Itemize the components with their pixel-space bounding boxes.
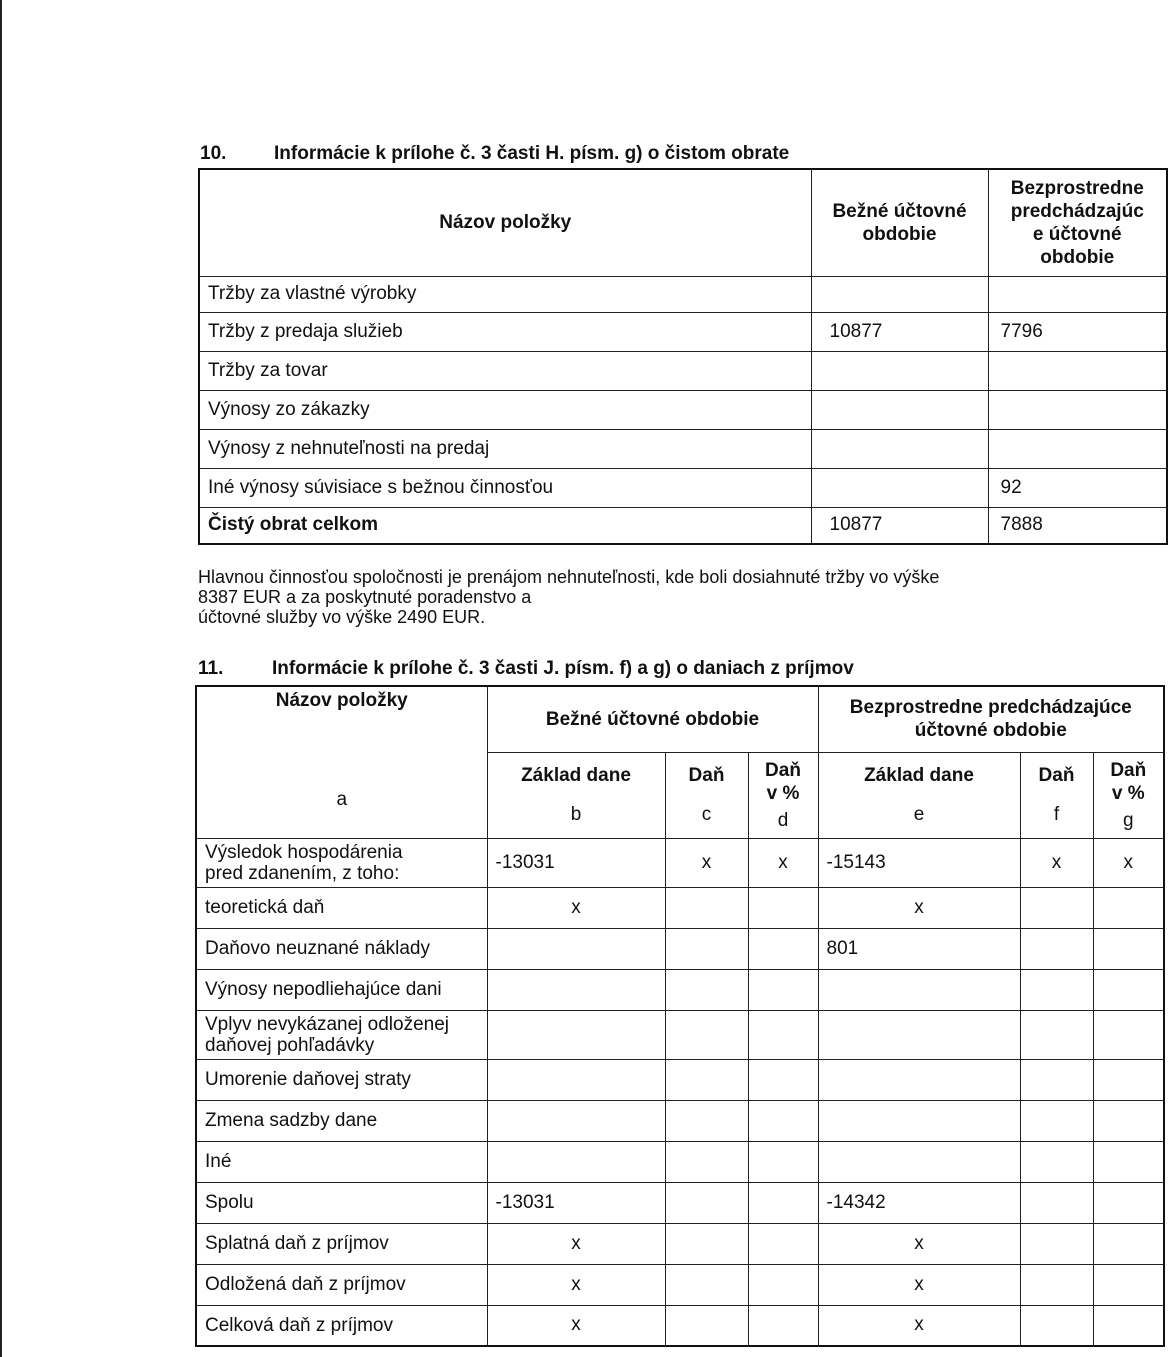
tax-cell-b <box>487 1010 665 1059</box>
tax-cell-d <box>748 1059 818 1100</box>
tax-cell-c <box>665 969 748 1010</box>
tax-row <box>196 1059 1164 1100</box>
tax-row <box>196 1010 1164 1059</box>
tax-header-previous <box>818 686 1164 752</box>
page-left-edge <box>0 0 2 1357</box>
tax-row <box>196 1264 1164 1305</box>
tax-cell-f <box>1020 969 1093 1010</box>
tax-cell-b <box>487 928 665 969</box>
turnover-row <box>199 351 1167 390</box>
tax-cell-c <box>665 928 748 969</box>
row-previous <box>988 390 1167 429</box>
tax-cell-f <box>1020 1223 1093 1264</box>
note-line: 8387 EUR a za poskytnuté poradenstvo a <box>198 587 532 607</box>
tax-header-current: Bežné účtovné obdobie <box>487 686 818 752</box>
row-current <box>811 429 988 468</box>
header-item-name: Názov položky <box>199 169 811 276</box>
tax-row-label-line: Splatná daň z príjmov <box>205 1233 389 1254</box>
tax-row-label-line: Výnosy nepodliehajúce dani <box>205 979 442 1000</box>
tax-cell-d <box>748 1100 818 1141</box>
tax-cell-g: x <box>1093 838 1164 887</box>
tax-row-label <box>196 1141 487 1182</box>
tax-header-previous-line: účtovné obdobie <box>914 720 1067 742</box>
header-previous-line: Bezprostredne <box>1010 177 1144 199</box>
row-previous <box>988 276 1167 312</box>
tax-cell-c: x <box>665 838 748 887</box>
tax-cell-b: -13031 <box>487 838 665 887</box>
header-taxpct-line: v % <box>1111 782 1145 804</box>
tax-row-label <box>196 1010 487 1059</box>
tax-cell-e <box>818 969 1020 1010</box>
tax-row-label-line: Umorenie daňovej straty <box>205 1069 411 1090</box>
tax-cell-c <box>665 1100 748 1141</box>
tax-cell-e: -15143 <box>818 838 1020 887</box>
tax-cell-f <box>1020 1010 1093 1059</box>
tax-row <box>196 1305 1164 1346</box>
turnover-row <box>199 312 1167 351</box>
tax-cell-g <box>1093 1141 1164 1182</box>
tax-cell-g <box>1093 1059 1164 1100</box>
tax-cell-f: x <box>1020 838 1093 887</box>
section-10-title <box>200 143 789 165</box>
total-previous: 7888 <box>988 507 1167 544</box>
tax-cell-f <box>1020 1100 1093 1141</box>
tax-header-previous-line: Bezprostredne predchádzajúce <box>849 697 1132 719</box>
row-current <box>811 276 988 312</box>
tax-row-label-line: Zmena sadzby dane <box>205 1110 378 1131</box>
tax-cell-b <box>487 1100 665 1141</box>
row-current <box>811 351 988 390</box>
tax-cell-e: x <box>818 887 1020 928</box>
tax-cell-b: x <box>487 1305 665 1346</box>
tax-header-item-label: Názov položky <box>275 690 408 711</box>
section-10-title-text: Informácie k prílohe č. 3 časti H. písm. g) o čistom obrate <box>274 143 790 164</box>
header-tax-label: Daň <box>688 765 725 786</box>
tax-row-label <box>196 838 487 887</box>
header-previous-line: obdobie <box>1040 246 1115 268</box>
tax-cell-c <box>665 887 748 928</box>
row-previous: 92 <box>988 468 1167 507</box>
header-tax-current <box>665 752 748 838</box>
column-letter-d: d <box>777 809 789 831</box>
tax-cell-d <box>748 887 818 928</box>
tax-cell-f <box>1020 1305 1093 1346</box>
header-tax-label: Daň <box>1038 765 1075 786</box>
header-base-label: Základ dane <box>521 765 631 786</box>
row-label: Tržby za vlastné výrobky <box>199 276 811 312</box>
activity-note <box>198 567 939 627</box>
turnover-row <box>199 429 1167 468</box>
total-label: Čistý obrat celkom <box>199 507 811 544</box>
tax-row-label-line: teoretická daň <box>205 897 325 918</box>
row-previous <box>988 429 1167 468</box>
tax-row-label <box>196 1059 487 1100</box>
tax-cell-d: x <box>748 838 818 887</box>
header-taxpct-previous <box>1093 752 1164 838</box>
section-10-number: 10. <box>200 143 227 164</box>
tax-row-label <box>196 1264 487 1305</box>
header-current-period: Bežné účtovné obdobie <box>811 169 988 276</box>
tax-row-label <box>196 1100 487 1141</box>
tax-row-label-line: daňovej pohľadávky <box>205 1034 375 1056</box>
tax-cell-c <box>665 1059 748 1100</box>
header-tax-previous <box>1020 752 1093 838</box>
tax-row-label-line: Vplyv nevykázanej odloženej <box>205 1013 449 1035</box>
column-letter-a: a <box>336 789 348 810</box>
income-tax-table <box>195 685 1165 1347</box>
tax-cell-b <box>487 1059 665 1100</box>
tax-row <box>196 1100 1164 1141</box>
column-letter-c: c <box>701 804 712 825</box>
tax-cell-b: x <box>487 1264 665 1305</box>
tax-cell-c <box>665 1182 748 1223</box>
tax-row-label <box>196 1182 487 1223</box>
tax-cell-e <box>818 1141 1020 1182</box>
tax-cell-d <box>748 1182 818 1223</box>
header-taxpct-current <box>748 752 818 838</box>
row-current <box>811 390 988 429</box>
tax-cell-g <box>1093 1264 1164 1305</box>
tax-cell-e: x <box>818 1264 1020 1305</box>
tax-row <box>196 1223 1164 1264</box>
tax-cell-b <box>487 1141 665 1182</box>
row-current <box>811 468 988 507</box>
tax-cell-f <box>1020 887 1093 928</box>
header-base-previous <box>818 752 1020 838</box>
row-label: Výnosy z nehnuteľnosti na predaj <box>199 429 811 468</box>
tax-row <box>196 838 1164 887</box>
turnover-row <box>199 468 1167 507</box>
tax-cell-c <box>665 1305 748 1346</box>
tax-cell-d <box>748 969 818 1010</box>
tax-header-item <box>196 686 487 838</box>
header-previous-period <box>988 169 1167 276</box>
tax-row <box>196 1141 1164 1182</box>
tax-cell-b <box>487 969 665 1010</box>
tax-cell-d <box>748 1010 818 1059</box>
tax-cell-g <box>1093 887 1164 928</box>
tax-cell-d <box>748 1305 818 1346</box>
tax-cell-d <box>748 928 818 969</box>
tax-row-label <box>196 1223 487 1264</box>
column-letter-f: f <box>1053 804 1060 825</box>
header-previous-line: e účtovné <box>1032 223 1122 245</box>
tax-cell-f <box>1020 1264 1093 1305</box>
tax-cell-g <box>1093 1305 1164 1346</box>
tax-row-label <box>196 887 487 928</box>
tax-row-label-line: Odložená daň z príjmov <box>205 1274 406 1295</box>
tax-row-label-line: Daňovo neuznané náklady <box>205 938 431 959</box>
total-current: 10877 <box>811 507 988 544</box>
tax-cell-d <box>748 1223 818 1264</box>
tax-row-label <box>196 928 487 969</box>
tax-cell-f <box>1020 1182 1093 1223</box>
tax-row-label-line: Iné <box>205 1151 232 1172</box>
tax-row <box>196 887 1164 928</box>
row-label: Tržby z predaja služieb <box>199 312 811 351</box>
column-letter-b: b <box>570 804 582 825</box>
tax-cell-g <box>1093 1182 1164 1223</box>
tax-cell-b: x <box>487 887 665 928</box>
tax-cell-e: -14342 <box>818 1182 1020 1223</box>
tax-cell-c <box>665 1223 748 1264</box>
tax-cell-e: x <box>818 1305 1020 1346</box>
turnover-total-row <box>199 507 1167 544</box>
tax-cell-e <box>818 1100 1020 1141</box>
tax-row <box>196 928 1164 969</box>
row-current: 10877 <box>811 312 988 351</box>
tax-cell-g <box>1093 1223 1164 1264</box>
turnover-header-row <box>199 169 1167 276</box>
tax-cell-e <box>818 1059 1020 1100</box>
section-11-title <box>198 658 854 680</box>
tax-row <box>196 969 1164 1010</box>
tax-cell-g <box>1093 1100 1164 1141</box>
tax-row-label-line: Celková daň z príjmov <box>205 1314 393 1336</box>
tax-cell-e: x <box>818 1223 1020 1264</box>
header-taxpct-line: Daň <box>765 759 801 781</box>
note-line: Hlavnou činnosťou spoločnosti je prenájom nehnuteľnosti, kde boli dosiahnuté tržby vo výške <box>198 567 940 587</box>
section-11-number: 11. <box>198 658 224 679</box>
tax-cell-f <box>1020 928 1093 969</box>
tax-cell-e <box>818 1010 1020 1059</box>
tax-cell-b: -13031 <box>487 1182 665 1223</box>
section-11-title-text: Informácie k prílohe č. 3 časti J. písm. f) a g) o daniach z príjmov <box>272 658 854 679</box>
tax-cell-c <box>665 1264 748 1305</box>
tax-row-label-line: pred zdanením, z toho: <box>205 862 400 884</box>
tax-cell-e: 801 <box>818 928 1020 969</box>
tax-header-row-1 <box>196 686 1164 752</box>
turnover-row <box>199 390 1167 429</box>
tax-row-label-line: Spolu <box>205 1192 254 1213</box>
tax-cell-f <box>1020 1141 1093 1182</box>
turnover-row <box>199 276 1167 312</box>
row-previous: 7796 <box>988 312 1167 351</box>
row-label: Výnosy zo zákazky <box>199 390 811 429</box>
header-previous-line: predchádzajúc <box>1010 200 1144 222</box>
turnover-table <box>198 168 1168 545</box>
tax-row-label <box>196 969 487 1010</box>
column-letter-g: g <box>1122 809 1134 831</box>
column-letter-e: e <box>913 804 925 825</box>
tax-cell-g <box>1093 928 1164 969</box>
tax-row-label <box>196 1305 487 1346</box>
tax-cell-f <box>1020 1059 1093 1100</box>
tax-row-label-line: Výsledok hospodárenia <box>205 841 403 863</box>
tax-cell-g <box>1093 1010 1164 1059</box>
row-label: Iné výnosy súvisiace s bežnou činnosťou <box>199 468 811 507</box>
tax-cell-b: x <box>487 1223 665 1264</box>
tax-cell-d <box>748 1141 818 1182</box>
tax-cell-c <box>665 1010 748 1059</box>
tax-row <box>196 1182 1164 1223</box>
tax-cell-g <box>1093 969 1164 1010</box>
row-previous <box>988 351 1167 390</box>
tax-cell-d <box>748 1264 818 1305</box>
row-label: Tržby za tovar <box>199 351 811 390</box>
note-line: účtovné služby vo výške 2490 EUR. <box>198 607 486 627</box>
header-base-current <box>487 752 665 838</box>
tax-cell-c <box>665 1141 748 1182</box>
header-base-label: Základ dane <box>864 765 974 786</box>
header-taxpct-line: v % <box>766 782 800 804</box>
header-taxpct-line: Daň <box>1110 759 1147 781</box>
